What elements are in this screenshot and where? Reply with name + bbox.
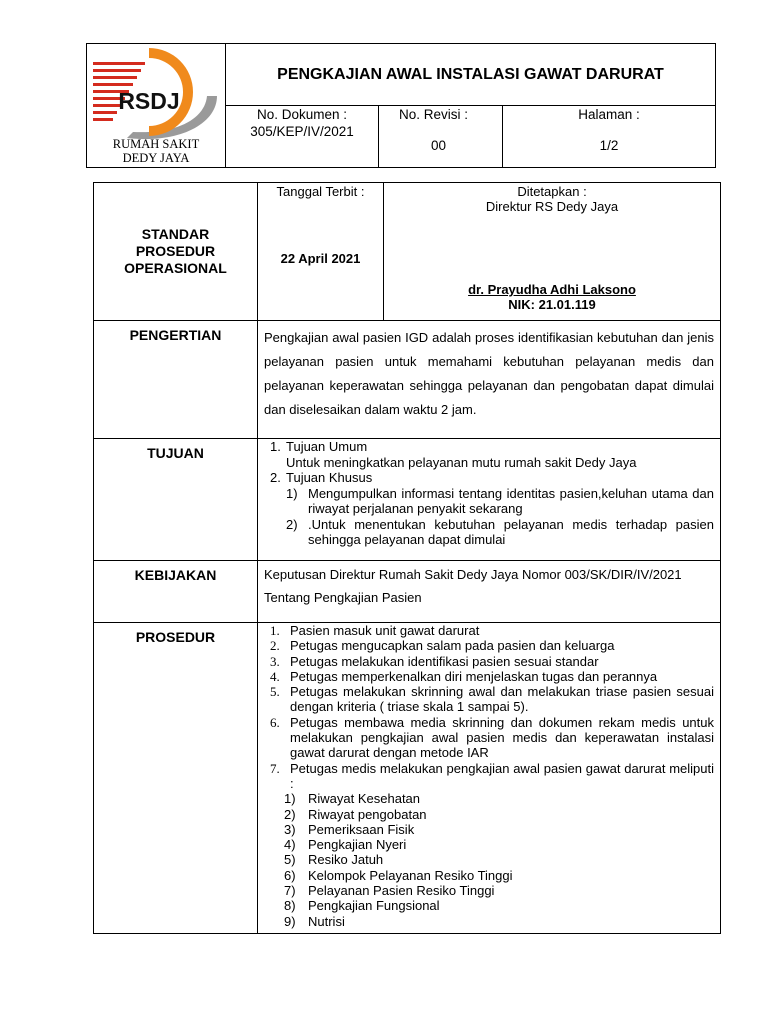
step-text: Petugas melakukan skrinning awal dan melakukan triase pasien sesuai dengan kriteria ( triase skala 1 sampai 5). [290, 684, 714, 715]
sub-step-text: Resiko Jatuh [308, 852, 384, 868]
approver-title: Direktur RS Dedy Jaya [485, 199, 619, 214]
step-text: Petugas memperkenalkan diri menjelaskan tugas dan perannya [290, 668, 658, 684]
sub-step-number: 7) [284, 883, 296, 899]
step-text: Petugas melakukan identifikasi pasien sesuai standar [290, 653, 599, 669]
prosedur-sub-step [270, 883, 714, 898]
step-number: 7. [270, 760, 280, 776]
tujuan-sub-item [270, 517, 714, 548]
tujuan-sub-item-number: 2) [286, 516, 298, 532]
prosedur-sub-step [270, 868, 714, 883]
pengertian-text: Pengkajian awal pasien IGD adalah proses identifikasian kebutuhan dan jenis pelayanan pasien untuk memahami kebutuhan pelayanan medis dan pelayanan keperawatan sehingga pelayanan dan pengobatan dapat dimulai dan diselesaikan dalam waktu 2 jam. [258, 321, 721, 439]
revision-label: No. Revisi : [399, 107, 469, 122]
kebijakan-line2: Tentang Pengkajian Pasien [264, 590, 422, 605]
step-number: 3. [270, 653, 280, 669]
document-title: PENGKAJIAN AWAL INSTALASI GAWAT DARURAT [226, 44, 716, 106]
step-text: Pasien masuk unit gawat darurat [290, 623, 480, 638]
prosedur-sub-step [270, 791, 714, 806]
sub-step-number: 3) [284, 821, 296, 837]
sub-step-number: 6) [284, 867, 296, 883]
prosedur-step [270, 684, 714, 715]
sub-step-text: Riwayat Kesehatan [308, 791, 421, 807]
doc-number-cell [226, 106, 379, 168]
issue-date-value: 22 April 2021 [280, 251, 361, 266]
tujuan-item-title: Tujuan Umum [286, 439, 368, 454]
kebijakan-content [258, 561, 721, 623]
tujuan-label: TUJUAN [94, 439, 258, 561]
tujuan-item [270, 470, 714, 486]
sop-table [93, 182, 721, 934]
prosedur-step [270, 623, 714, 638]
step-number: 6. [270, 714, 280, 730]
tujuan-item-number: 1. [270, 439, 281, 454]
tujuan-sub-item-number: 1) [286, 485, 298, 501]
step-number: 2. [270, 638, 280, 654]
issue-date-cell [258, 183, 384, 321]
sop-label-line1: STANDAR [141, 226, 210, 242]
sop-label-line2: PROSEDUR [135, 243, 216, 259]
revision-value: 00 [431, 138, 447, 153]
sub-step-text: Pengkajian Nyeri [308, 837, 407, 853]
step-text: Petugas mengucapkan salam pada pasien dan keluarga [290, 638, 615, 654]
step-number: 1. [270, 623, 280, 638]
prosedur-sub-step [270, 898, 714, 913]
tujuan-item-number: 2. [270, 470, 281, 485]
prosedur-content [258, 623, 721, 934]
hospital-name-line1: RUMAH SAKIT [112, 137, 200, 151]
sub-step-text: Pelayanan Pasien Resiko Tinggi [308, 883, 495, 899]
page-label: Halaman : [578, 107, 640, 122]
page-value: 1/2 [599, 138, 619, 153]
sub-step-number: 2) [284, 806, 296, 822]
approval-label: Ditetapkan : [517, 184, 587, 199]
step-number: 4. [270, 668, 280, 684]
tujuan-content [258, 439, 721, 561]
sub-step-text: Pemeriksaan Fisik [308, 821, 415, 837]
prosedur-steps [270, 623, 714, 791]
sop-label [94, 183, 258, 321]
tujuan-item [270, 439, 714, 470]
sub-step-text: Pengkajian Fungsional [308, 898, 440, 914]
doc-number-value: 305/KEP/IV/2021 [250, 124, 354, 139]
approval-cell [384, 183, 721, 321]
prosedur-sub-step [270, 852, 714, 867]
prosedur-label: PROSEDUR [94, 623, 258, 934]
sub-step-text: Kelompok Pelayanan Resiko Tinggi [308, 867, 513, 883]
prosedur-sub-step [270, 822, 714, 837]
issue-date-label: Tanggal Terbit : [276, 184, 365, 199]
document-header [86, 43, 716, 168]
sub-step-number: 5) [284, 852, 296, 868]
revision-cell [379, 106, 503, 168]
prosedur-step [270, 638, 714, 653]
hospital-name-line2: DEDY JAYA [122, 151, 190, 165]
prosedur-sub-step [270, 914, 714, 929]
pengertian-label: PENGERTIAN [94, 321, 258, 439]
sub-step-number: 1) [284, 791, 296, 807]
prosedur-sub-step [270, 807, 714, 822]
sub-step-number: 9) [284, 913, 296, 929]
prosedur-sub-steps [270, 791, 714, 929]
prosedur-step [270, 715, 714, 761]
hospital-name [87, 137, 225, 165]
prosedur-sub-step [270, 837, 714, 852]
sub-step-number: 4) [284, 837, 296, 853]
signer-nik: NIK: 21.01.119 [508, 297, 596, 312]
logo-cell [87, 44, 226, 168]
tujuan-item-title: Tujuan Khusus [286, 470, 373, 485]
prosedur-step [270, 654, 714, 669]
sub-step-number: 8) [284, 898, 296, 914]
tujuan-sub-item-text: Mengumpulkan informasi tentang identitas pasien,keluhan utama dan riwayat perjalanan penyakit sekarang [308, 485, 714, 516]
kebijakan-label: KEBIJAKAN [94, 561, 258, 623]
sub-step-text: Riwayat pengobatan [308, 806, 427, 822]
sub-step-text: Nutrisi [308, 913, 345, 929]
kebijakan-line1: Keputusan Direktur Rumah Sakit Dedy Jaya Nomor 003/SK/DIR/IV/2021 [264, 567, 682, 582]
prosedur-step [270, 761, 714, 792]
step-text: Petugas membawa media skrinning dan dokumen rekam medis untuk melakukan pengkajian awal pasien medis dan keperawatan instalasi gawat darurat dengan metode IAR [290, 714, 714, 761]
svg-text:RSDJ: RSDJ [118, 88, 180, 114]
doc-number-label: No. Dokumen : [256, 107, 348, 122]
page-cell [503, 106, 716, 168]
tujuan-item-body: Untuk meningkatkan pelayanan mutu rumah sakit Dedy Jaya [286, 454, 637, 470]
hospital-logo [87, 44, 225, 144]
step-text: Petugas medis melakukan pengkajian awal pasien gawat darurat meliputi : [290, 760, 714, 791]
step-number: 5. [270, 684, 280, 700]
signer-name: dr. Prayudha Adhi Laksono [468, 282, 636, 297]
tujuan-sub-item [270, 486, 714, 517]
prosedur-step [270, 669, 714, 684]
sop-label-line3: OPERASIONAL [124, 260, 227, 276]
tujuan-sub-item-text: .Untuk menentukan kebutuhan pelayanan medis terhadap pasien sehingga pelayanan dapat dimulai [308, 516, 714, 547]
